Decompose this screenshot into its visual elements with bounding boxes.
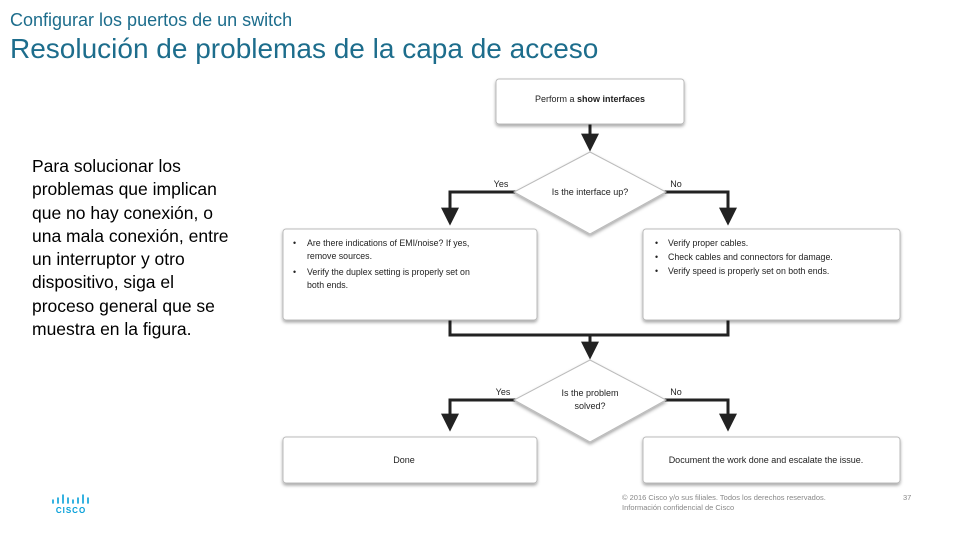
- escalate-label: Document the work done and escalate the issue.: [668, 455, 864, 465]
- svg-text:•: •: [655, 266, 659, 276]
- cisco-bars-icon: [50, 494, 92, 506]
- svg-text:Are there indications of EMI/n: Are there indications of EMI/noise? If yes,: [307, 238, 470, 248]
- svg-text:•: •: [293, 238, 297, 248]
- decision2-label-line2: solved?: [574, 401, 606, 411]
- copyright-line2: Información confidencial de Cisco: [622, 503, 735, 512]
- svg-text:Verify proper cables.: Verify proper cables.: [668, 238, 749, 248]
- decision2-no-label: No: [670, 387, 682, 397]
- cisco-wordmark: CISCO: [55, 506, 87, 515]
- decision2-yes-label: Yes: [495, 387, 511, 397]
- slide-title: Resolución de problemas de la capa de acceso: [10, 33, 599, 64]
- page-number: 37: [903, 493, 912, 502]
- body-paragraph: Para solucionar los problemas que implican que no hay conexión, o una mala conexión, entre un interruptor y otro dispositivo, siga el proceso general que se muestra en la figura.: [32, 156, 229, 340]
- cisco-logo: [50, 493, 92, 517]
- svg-text:•: •: [655, 238, 659, 248]
- svg-text:both ends.: both ends.: [307, 280, 349, 290]
- svg-text:Check cables and connectors fo: Check cables and connectors for damage.: [668, 252, 833, 262]
- decision1-yes-label: Yes: [493, 179, 509, 189]
- svg-text:Verify speed is properly set o: Verify speed is properly set on both ends.: [668, 266, 830, 276]
- decision1-label: Is the interface up?: [551, 187, 629, 197]
- decision2-label-line1: Is the problem: [561, 388, 619, 398]
- slide-subtitle: Configurar los puertos de un switch: [10, 10, 293, 30]
- svg-text:Verify the duplex setting is p: Verify the duplex setting is properly set on: [307, 267, 470, 277]
- svg-text:•: •: [293, 267, 297, 277]
- copyright-line1: © 2016 Cisco y/o sus filiales. Todos los derechos reservados.: [622, 493, 826, 502]
- svg-text:•: •: [655, 252, 659, 262]
- svg-text:remove sources.: remove sources.: [307, 251, 373, 261]
- decision1-no-label: No: [670, 179, 682, 189]
- done-label: Done: [393, 455, 415, 465]
- start-box-label: Perform a show interfaces: [534, 94, 646, 104]
- footer-copyright: [622, 493, 826, 513]
